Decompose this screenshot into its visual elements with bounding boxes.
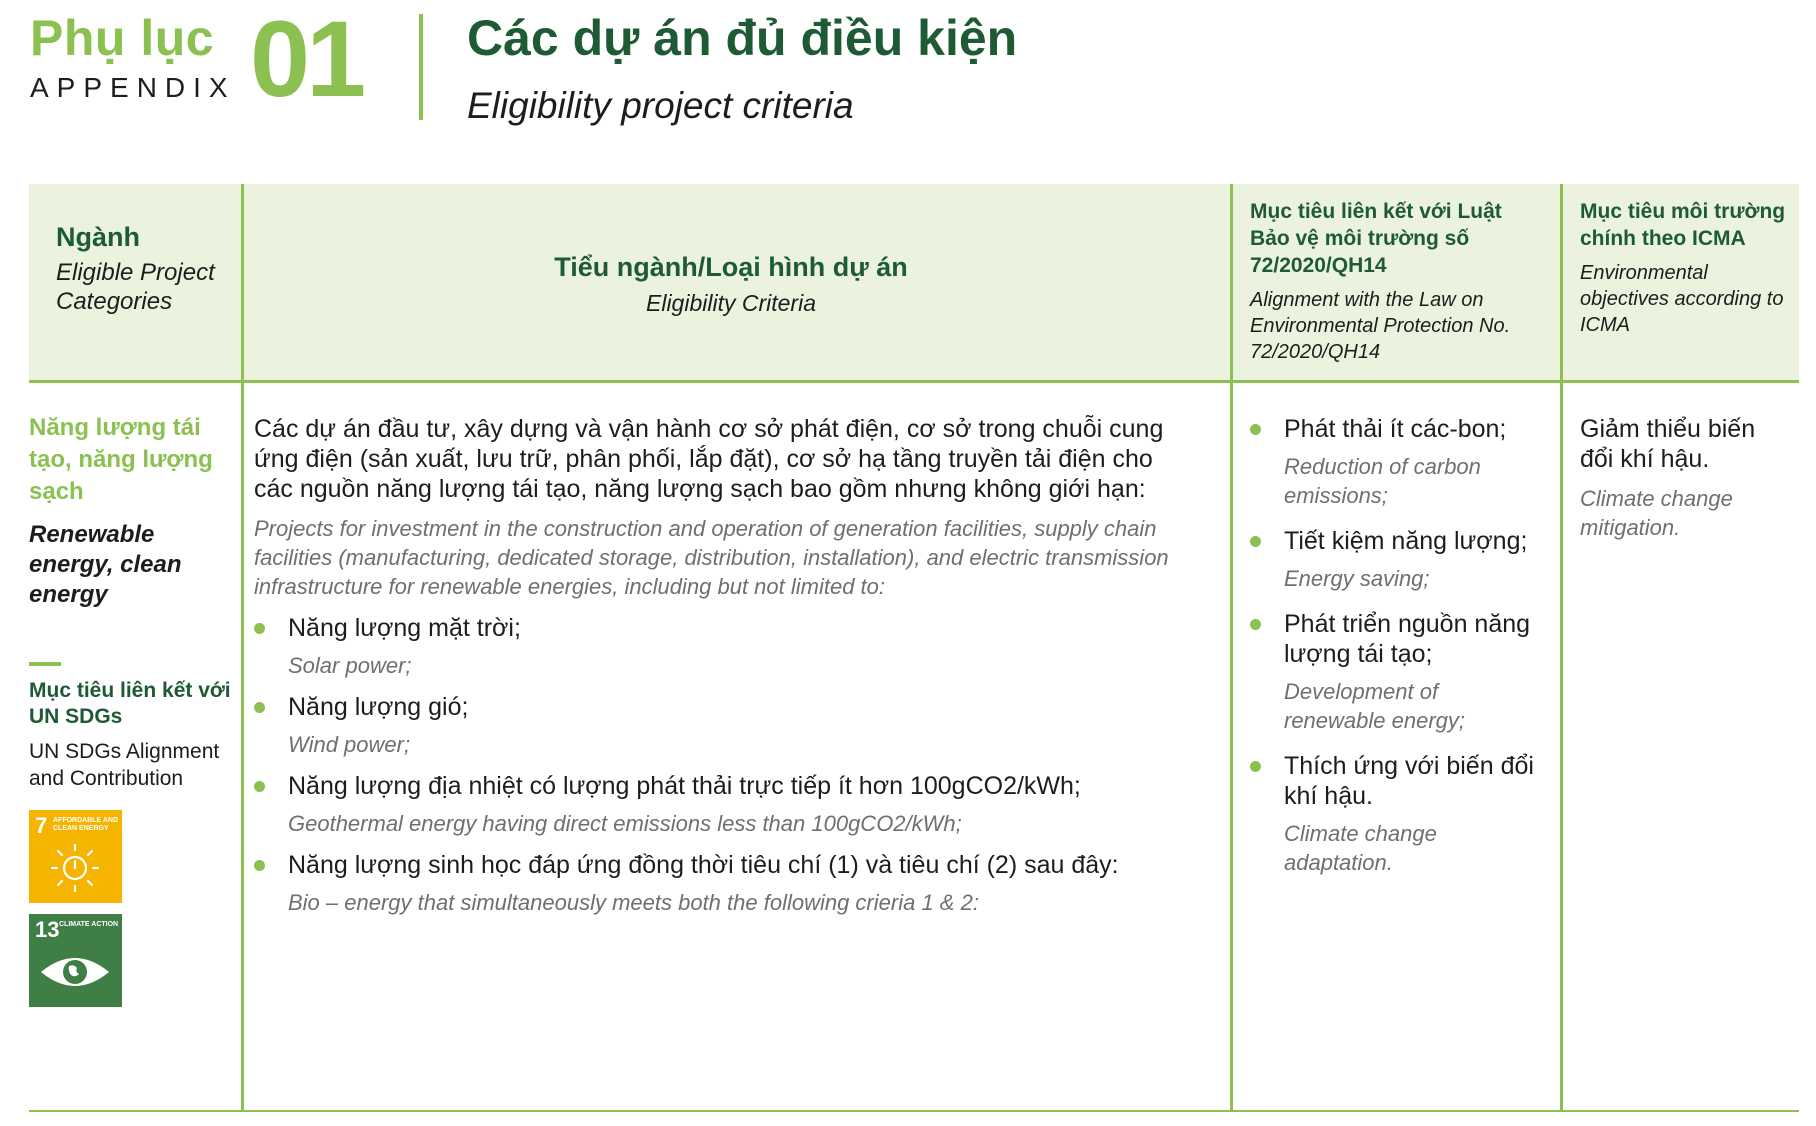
criteria-table — [29, 184, 1799, 1112]
criteria-list — [254, 613, 1194, 917]
criteria-intro-en: Projects for investment in the construction and operation of generation facilities, supply chain facilities (manufacturing, dedicated storage, distribution, installation), and electric transmission infrastructure for renewable energies, including but not limited to: — [254, 516, 1169, 599]
appendix-label-en: APPENDIX — [30, 72, 236, 103]
criteria-cell — [254, 414, 1194, 917]
list-item-vi: Tiết kiệm năng lượng; — [1284, 527, 1528, 555]
list-item-en: Climate change adaptation. — [1284, 821, 1437, 875]
list-item — [1250, 609, 1540, 735]
header-col-criteria-en: Eligibility Criteria — [646, 290, 816, 316]
category-name-vi: Năng lượng tái tạo, năng lượng sạch — [29, 414, 213, 505]
category-name-en: Renewable energy, clean energy — [29, 521, 182, 608]
list-item-vi: Phát thải ít các-bon; — [1284, 415, 1507, 443]
page-subtitle: Eligibility project criteria — [467, 85, 854, 126]
header-col-icma-en: Environmental objectives according to ICMA — [1580, 262, 1784, 336]
appendix-label-vi: Phụ lục — [30, 10, 215, 66]
sdg-7-label: AFFORDABLE AND CLEAN ENERGY — [53, 817, 119, 832]
header-col-law — [1250, 198, 1540, 365]
bullet-icon — [254, 781, 265, 792]
header-divider — [419, 14, 423, 120]
list-item-vi: Năng lượng gió; — [288, 693, 469, 721]
header-col-category-en: Eligible Project Categories — [56, 259, 215, 315]
eye-globe-icon — [29, 914, 122, 1007]
list-item — [254, 771, 1194, 838]
sdg-13-number: 13 — [35, 917, 60, 942]
column-divider — [1230, 184, 1233, 1112]
header-rule — [29, 380, 1799, 383]
list-item — [254, 850, 1194, 917]
list-item-en: Development of renewable energy; — [1284, 679, 1466, 733]
sdg-heading: Mục tiêu liên kết với UN SDGs — [29, 679, 231, 728]
sdg-subheading: UN SDGs Alignment and Contribution — [29, 740, 220, 790]
sdg-13-badge — [29, 914, 122, 1007]
header-col-category-vi: Ngành — [56, 222, 140, 252]
list-item — [254, 613, 1194, 680]
list-item-en: Solar power; — [288, 653, 412, 678]
header-col-icma-vi: Mục tiêu môi trường chính theo ICMA — [1580, 200, 1786, 250]
bullet-icon — [1250, 619, 1261, 630]
list-item-en: Energy saving; — [1284, 566, 1430, 591]
table-bottom-rule — [29, 1110, 1799, 1112]
law-alignment-cell — [1250, 414, 1540, 893]
list-item-vi: Thích ứng với biến đổi khí hậu. — [1284, 752, 1534, 810]
sdg-7-badge — [29, 810, 122, 903]
sdg-13-label: CLIMATE ACTION — [59, 921, 119, 928]
list-item — [254, 692, 1194, 759]
bullet-icon — [254, 623, 265, 634]
header-col-law-en: Alignment with the Law on Environmental Protection No. 72/2020/QH14 — [1250, 289, 1511, 363]
column-divider — [241, 184, 244, 1112]
list-item-en: Geothermal energy having direct emissions less than 100gCO2/kWh; — [288, 811, 962, 836]
sdg-7-number: 7 — [35, 813, 48, 838]
bullet-icon — [254, 702, 265, 713]
list-item-vi: Năng lượng mặt trời; — [288, 614, 521, 642]
accent-bar — [29, 662, 61, 666]
bullet-icon — [1250, 424, 1261, 435]
icma-objective-vi: Giảm thiểu biến đổi khí hậu. — [1580, 415, 1756, 473]
criteria-intro-vi: Các dự án đầu tư, xây dựng và vận hành cơ sở phát điện, cơ sở trong chuỗi cung ứng điện (sản xuất, lưu trữ, phân phối, lắp đặt), cơ sở hạ tầng truyền tải điện cho các nguồn năng lượng tái tạo, năng lượng sạch bao gồm nhưng không giới hạn: — [254, 415, 1164, 503]
list-item-en: Reduction of carbon emissions; — [1284, 454, 1481, 508]
list-item-vi: Phát triển nguồn năng lượng tái tạo; — [1284, 610, 1531, 668]
column-divider — [1560, 184, 1563, 1112]
page-title: Các dự án đủ điều kiện — [467, 10, 1018, 66]
appendix-number: 01 — [250, 0, 363, 119]
bullet-icon — [1250, 761, 1261, 772]
header-col-category — [56, 220, 256, 316]
list-item — [1250, 414, 1540, 510]
icma-objective-en: Climate change mitigation. — [1580, 486, 1733, 540]
list-item-vi: Năng lượng địa nhiệt có lượng phát thải trực tiếp ít hơn 100gCO2/kWh; — [288, 772, 1081, 800]
bullet-icon — [1250, 536, 1261, 547]
header-col-criteria-vi: Tiểu ngành/Loại hình dự án — [554, 252, 908, 282]
list-item — [1250, 751, 1540, 877]
list-item-en: Bio – energy that simultaneously meets both the following crieria 1 & 2: — [288, 890, 979, 915]
header-col-criteria — [242, 250, 1220, 318]
list-item-en: Wind power; — [288, 732, 411, 757]
bullet-icon — [254, 860, 265, 871]
list-item — [1250, 526, 1540, 593]
header-col-icma — [1580, 198, 1790, 338]
sun-power-icon — [29, 810, 122, 903]
icma-objective-cell — [1580, 414, 1790, 542]
header-col-law-vi: Mục tiêu liên kết với Luật Bảo vệ môi trường số 72/2020/QH14 — [1250, 200, 1502, 277]
list-item-vi: Năng lượng sinh học đáp ứng đồng thời tiêu chí (1) và tiêu chí (2) sau đây: — [288, 851, 1119, 879]
